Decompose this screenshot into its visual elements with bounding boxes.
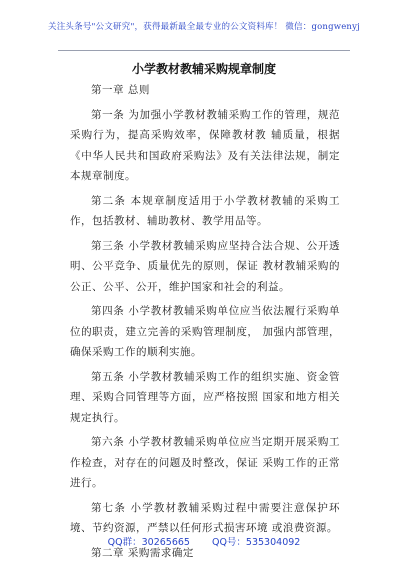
article-paragraph: 第六条 小学教材教辅采购单位应当定期开展采购工作检查，对存在的问题及时整改，保证 采购工作的正常进行。 xyxy=(70,436,340,489)
footer-qq-number: QQ号：535304092 xyxy=(211,537,301,548)
header-divider xyxy=(58,50,350,51)
footer-qq-group: QQ群：30265665 xyxy=(107,537,190,548)
chapter-heading: 第一章 总则 xyxy=(91,84,150,96)
chapter-heading: 第二章 采购需求确定 xyxy=(91,546,194,559)
article-paragraph: 第三条 小学教材教辅采购应坚持合法合规、公开透明、公平竞争、质量优先的原则，保证 教材教辅采购的公正、公平、公开，维护国家和社会的利益。 xyxy=(70,239,340,293)
header-note: 关注头条号"公文研究"，获得最新最全最专业的公文资料库！ 微信：gongwenyj xyxy=(48,22,360,32)
document-title: 小学教材教辅采购规章制度 xyxy=(131,62,276,76)
article-paragraph: 第七条 小学教材教辅采购过程中需要注意保护环境、节约资源，严禁以任何形式损害环境 或浪费资源。 xyxy=(70,501,340,534)
article-paragraph: 第四条 小学教材教辅采购单位应当依法履行采购单位的职责，建立完善的采购管理制度， 加强内部管理，确保采购工作的顺利实施。 xyxy=(70,305,340,358)
footer-contact xyxy=(0,534,408,548)
article-paragraph: 第二条 本规章制度适用于小学教材教辅的采购工作，包括教材、辅助教材、教学用品等。 xyxy=(70,194,340,227)
article-paragraph: 第一条 为加强小学教材教辅采购工作的管理，规范采购行为，提高采购效率，保障教材教 辅质量，根据《中华人民共和国政府采购法》及有关法律法规，制定本规章制度。 xyxy=(70,108,340,182)
article-paragraph: 第五条 小学教材教辅采购工作的组织实施、资金管理、采购合同管理等方面，应严格按照 国家和地方相关规定执行。 xyxy=(70,370,340,424)
document-body xyxy=(70,80,340,567)
